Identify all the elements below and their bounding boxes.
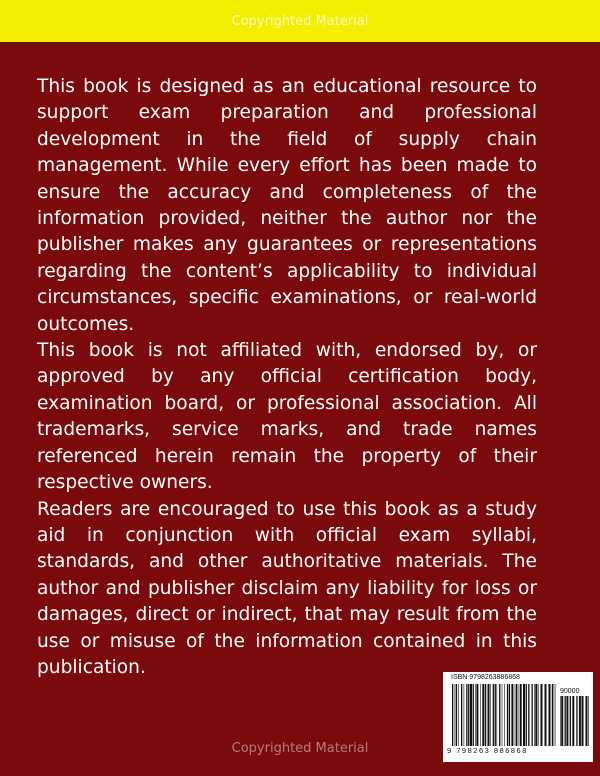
price-code: 90000 xyxy=(560,688,580,695)
isbn-label: ISBN 9798263886868 xyxy=(451,674,520,681)
watermark-bottom: Copyrighted Material xyxy=(231,741,369,756)
paragraph-2: This book is not affiliated with, endorsed by, or approved by any official certification body, examination board, or professional association. All trademarks, service marks, and trade names referenced herein remain the property of their respective owners. xyxy=(37,340,537,494)
barcode-digits: 9 798263 886868 xyxy=(447,746,528,755)
barcode-bars xyxy=(452,684,556,746)
top-banner xyxy=(0,0,600,43)
watermark-top: Copyrighted Material xyxy=(231,14,369,29)
paragraph-1: This book is designed as an educational resource to support exam preparation and professional development in the field of supply chain management. While every effort has been made to ensure the accuracy and completeness of the information provided, neither the author nor the publisher makes any guarantees or representations regarding the content’s applicability to individual circumstances, specific examinations, or real-world outcomes. xyxy=(37,76,537,335)
disclaimer-text xyxy=(37,74,537,681)
paragraph-3: Readers are encouraged to use this book as a study aid in conjunction with official exam syllabi, standards, and other authoritative materials. The author and publisher disclaim any liability for loss or damages, direct or indirect, that may result from the use or misuse of the information contained in this publication. xyxy=(37,498,537,678)
barcode-addon-bars xyxy=(560,696,589,746)
